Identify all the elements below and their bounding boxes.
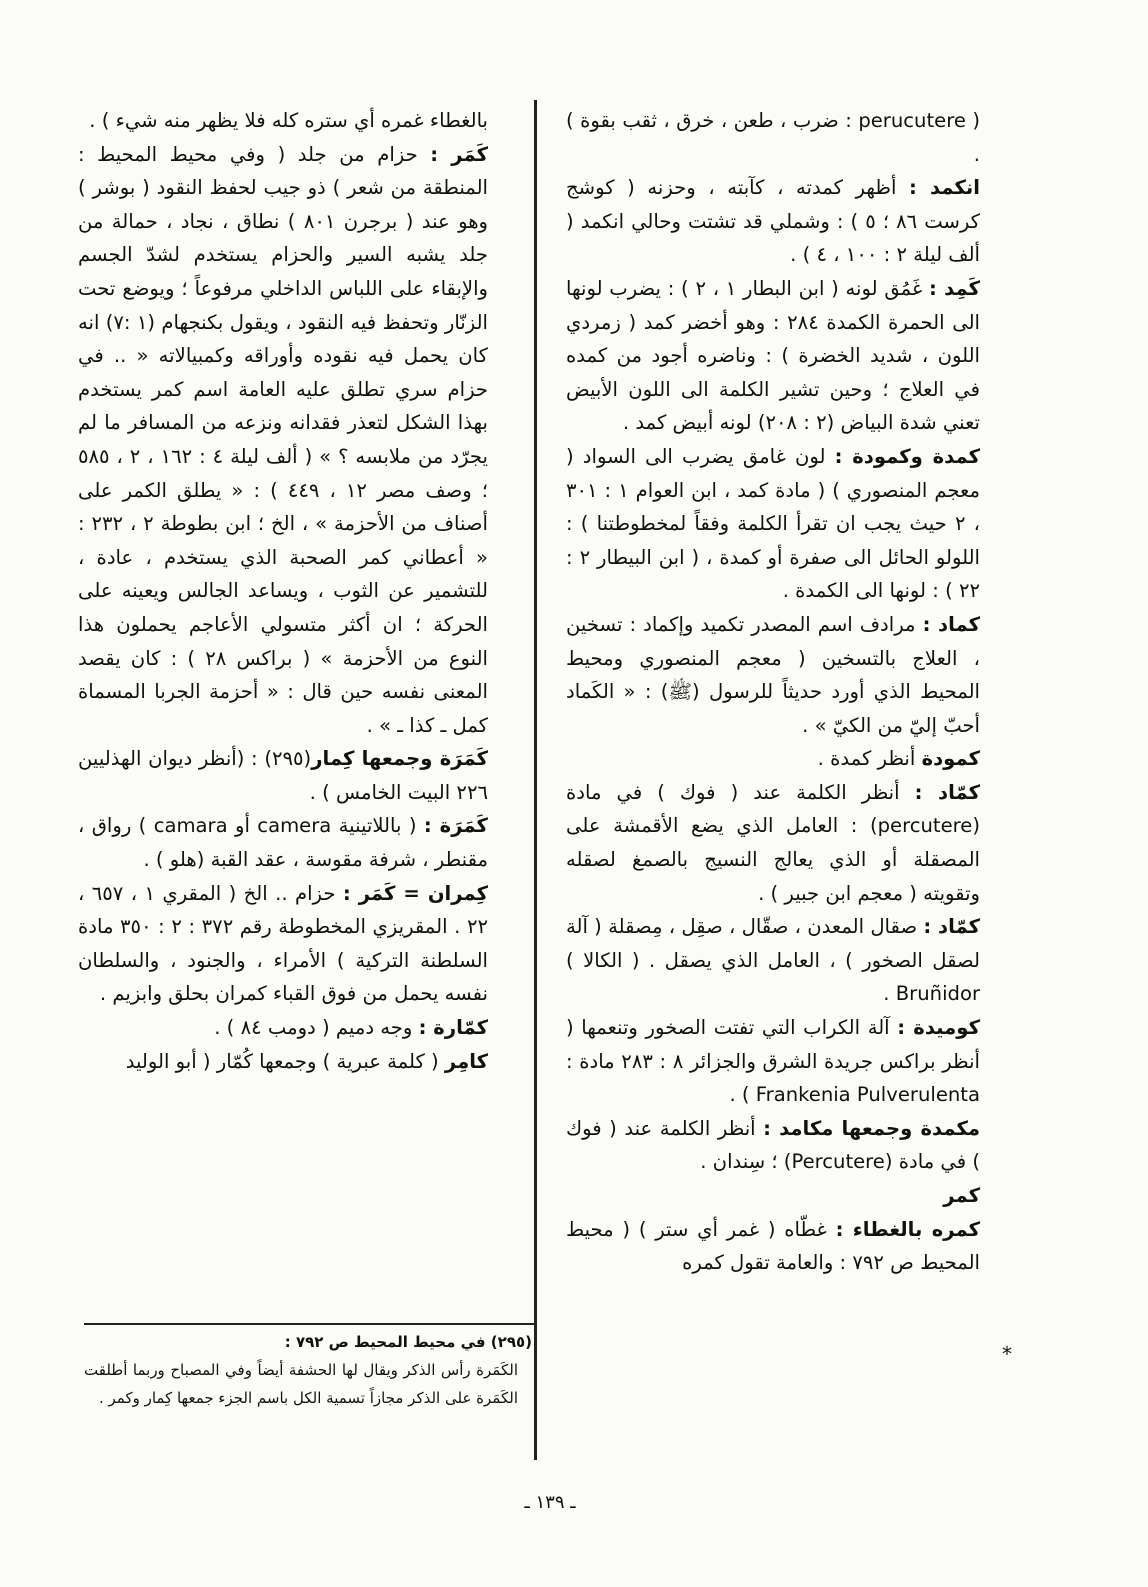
footnote <box>84 1328 532 1412</box>
entry: بالغطاء غمره أي ستره كله فلا يظهر منه شيء ) . <box>89 109 488 132</box>
section-star-marker: * <box>1002 1342 1012 1366</box>
entry: كمّاد : صقال المعدن ، صقّال ، صقِل ، مِصقلة ( آلة لصقل الصخور ) ، العامل الذي يصقل . ( الكالا ) Bruñidor . <box>566 915 980 1006</box>
entry: كمره بالغطاء : غطّاه ( غمر أي ستر ) ( محيط المحيط ص ٧٩٢ : والعامة تقول كمره <box>566 1217 980 1275</box>
footnote-body: الكَمَرة رأس الذكر ويقال لها الحشفة أيضاً وفي المصباح وربما أطلقت الكَمَرة على الذكر مجازاً تسمية الكل باسم الجزء جمعها كِمار وكمر . <box>84 1361 518 1407</box>
column-divider <box>534 100 537 1460</box>
right-column <box>566 104 980 1280</box>
entry: كمدة وكمودة : لون غامق يضرب الى السواد ( معجم المنصوري ) ( مادة كمد ، ابن العوام ١ : ٣٠١ ، ٢ حيث يجب ان تقرأ الكلمة وفقاً لمخطوطتنا ) : اللولو الحائل الى صفرة أو كمدة ، ( ابن البيطار ٢ : ٢٢ ) : لونها الى الكمدة . <box>566 444 980 603</box>
section-heading: كمر <box>943 1184 980 1207</box>
entry: كمّاد : أنظر الكلمة عند ( فوك ) في مادة (percutere) : العامل الذي يضع الأقمشة على المصقلة أو الذي يعالج النسيج بالصمغ لصقله وتقويته ( معجم ابن جبير ) . <box>566 780 980 905</box>
entry: مكمدة وجمعها مكامد : أنظر الكلمة عند ( فوك ) في مادة (Percutere) ؛ سِندان . <box>566 1116 980 1174</box>
footnote-rule <box>84 1323 536 1325</box>
entry: كَمَرَة وجمعها كِمار(٢٩٥) : (أنظر ديوان الهذليين ٢٢٦ البيت الخامس ) . <box>78 747 488 804</box>
entry: كَمَر : حزام من جلد ( وفي محيط المحيط : المنطقة من شعر ) ذو جيب لحفظ النقود ( بوشر ) وهو عند ( برجرن ٨٠١ ) نطاق ، نجاد ، حمالة من جلد يشبه السير والحزام يستخدم لشدّ الجسم والإبقاء على اللباس الداخلي مرفوعاً ؛ ويوضع تحت الزنّار وتحفظ فيه النقود ، ويقول بكنجهام (١ :٧) انه كان يحمل فيه نقوده وأوراقه وكمبيالاته « .. في حزام سري تطلق عليه العامة اسم كمر يستخدم بهذا الشكل لتعذر فقدانه ونزعه من المسافر ما لم يجرّد من ملابسه ؟ » ( ألف ليلة ٤ : ١٦٢ ، ٢ ، ٥٨٥ ؛ وصف مصر ١٢ ، ٤٤٩ ) : « يطلق الكمر على أصناف من الأحزمة » ، الخ ؛ ابن بطوطة ٢ ، ٢٣٢ : « أعطاني كمر الصحبة الذي يستخدم ، عادة ، للتشمير عن الثوب ، ويساعد الجالس ويعينه على الحركة ؛ ان أكثر متسولي الأعاجم يحملون هذا النوع من الأحزمة » ( براكس ٢٨ ) : كان يقصد المعنى نفسه حين قال : « أحزمة الجربا المسماة كمل ـ كذا ـ » . <box>78 142 489 737</box>
entry: كِمران = كَمَر : حزام .. الخ ( المقري ١ ، ٦٥٧ ، ٢٢ . المقريزي المخطوطة رقم ٣٧٢ : ٢ : ٣٥٠ مادة السلطنة التركية ) الأمراء ، والجنود ، والسلطان نفسه يحمل من فوق القباء كمران بحلق وابزيم . <box>78 881 488 1006</box>
entry: كوميدة : آلة الكراب التي تفتت الصخور وتنعمها ( أنظر براكس جريدة الشرق والجزائر ٨ : ٢٨٣ مادة : Frankenia Pulverulenta ) . <box>566 1016 981 1107</box>
entry: كَمِد : غَمُق لونه ( ابن البطار ١ ، ٢ ) : يضرب لونها الى الحمرة الكمدة ٢٨٤ : وهو أخضر كمد ( زمردي اللون ، شديد الخضرة ) : وناضره أجود من كمده في العلاج ؛ وحين تشير الكلمة الى اللون الأبيض تعني شدة البياض (٢ : ٢٠٨) لونه أبيض كمد . <box>566 276 980 435</box>
entry: كمّارة : وجه دميم ( دومب ٨٤ ) . <box>214 1016 488 1040</box>
entry: انكمد : أظهر كمدته ، كآبته ، وحزنه ( كوشج كرست ٨٦ ؛ ٥ ) : وشملي قد تشتت وحالي انكمد ( ألف ليلة ٢ : ١٠٠ ، ٤ ) . <box>566 176 981 267</box>
entry: كماد : مرادف اسم المصدر تكميد وإكماد : تسخين ، العلاج بالتسخين ( معجم المنصوري ومحيط المحيط الذي أورد حديثاً للرسول (ﷺ) : « الكَماد أحبّ إليّ من الكيّ » . <box>566 612 980 737</box>
entry: كَمَرَة : ( باللاتينية camera أو camara ) رواق ، مقنطر ، شرفة مقوسة ، عقد القبة (هلو ) . <box>78 814 488 872</box>
entry: كمودة أنظر كمدة . <box>817 747 980 771</box>
left-column <box>78 104 488 1078</box>
entry: ( perucutere : ضرب ، طعن ، خرق ، ثقب بقوة ) . <box>566 109 981 166</box>
page-number: ـ ١٣٩ ـ <box>524 1492 576 1513</box>
entry: كامِر ( كلمة عبرية ) وجمعها كُمّار ( أبو الوليد <box>125 1049 488 1073</box>
footnote-head: (٢٩٥) في محيط المحيط ص ٧٩٢ : <box>284 1333 532 1351</box>
